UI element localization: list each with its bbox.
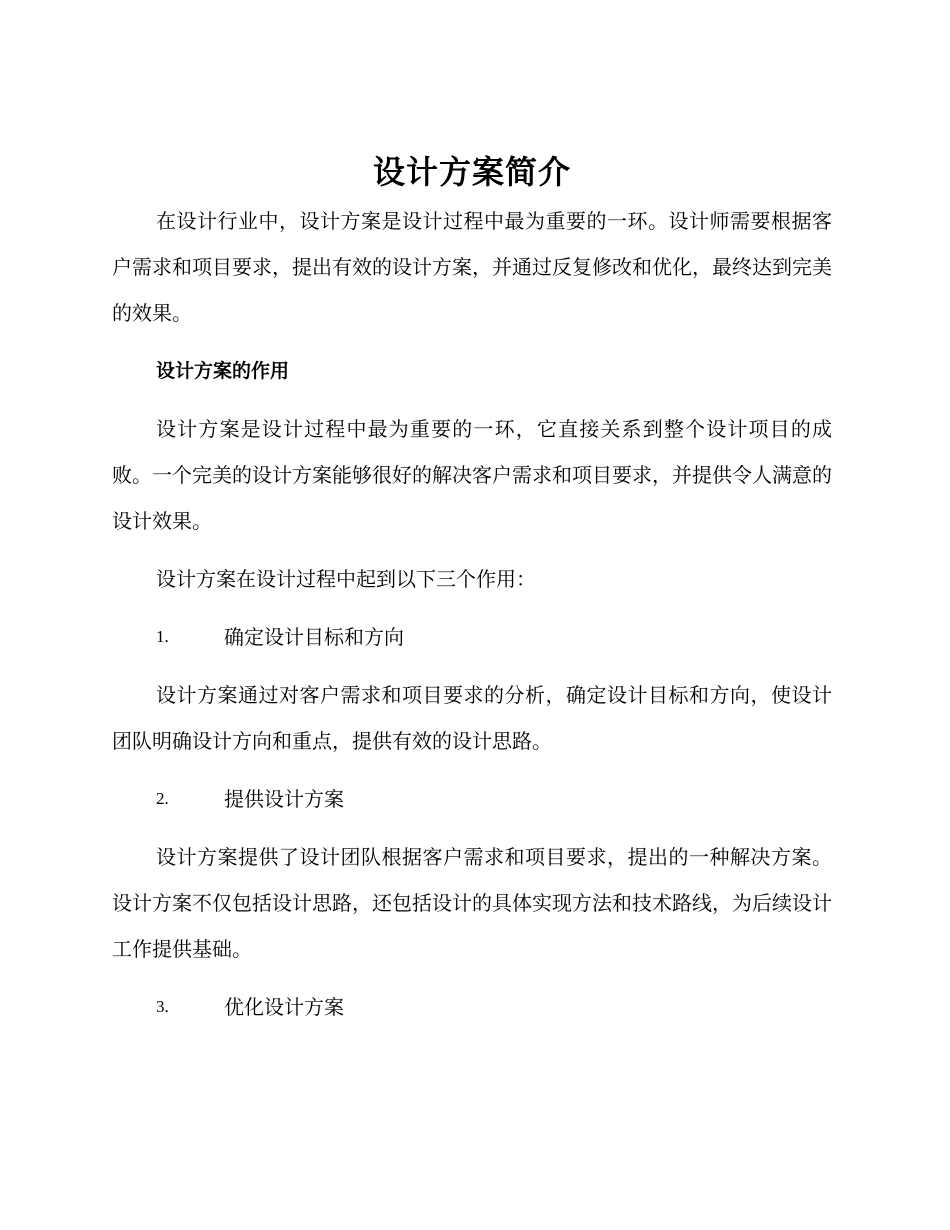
list-item-2-description: 设计方案提供了设计团队根据客户需求和项目要求，提出的一种解决方案。设计方案不仅包括设计思路，还包括设计的具体实现方法和技术路线，为后续设计工作提供基础。 bbox=[112, 845, 832, 961]
list-label: 提供设计方案 bbox=[224, 787, 344, 811]
document-title: 设计方案简介 bbox=[372, 153, 571, 191]
list-item-2 bbox=[112, 776, 832, 822]
list-item-1 bbox=[112, 614, 832, 660]
list-number: 3. bbox=[156, 997, 169, 1016]
list-item-3 bbox=[112, 984, 832, 1030]
three-roles-paragraph: 设计方案在设计过程中起到以下三个作用： bbox=[156, 567, 536, 591]
list-label: 确定设计目标和方向 bbox=[224, 625, 404, 649]
document-page bbox=[112, 150, 832, 1042]
section-heading: 设计方案的作用 bbox=[156, 360, 290, 382]
list-label: 优化设计方案 bbox=[224, 995, 344, 1019]
list-number: 2. bbox=[156, 789, 169, 808]
role-paragraph: 设计方案是设计过程中最为重要的一环，它直接关系到整个设计项目的成败。一个完美的设计方案能够很好的解决客户需求和项目要求，并提供令人满意的设计效果。 bbox=[112, 417, 832, 533]
list-number: 1. bbox=[156, 627, 169, 646]
intro-paragraph: 在设计行业中，设计方案是设计过程中最为重要的一环。设计师需要根据客户需求和项目要求，提出有效的设计方案，并通过反复修改和优化，最终达到完美的效果。 bbox=[112, 209, 832, 325]
list-item-1-description: 设计方案通过对客户需求和项目要求的分析，确定设计目标和方向，使设计团队明确设计方向和重点，提供有效的设计思路。 bbox=[112, 683, 832, 753]
